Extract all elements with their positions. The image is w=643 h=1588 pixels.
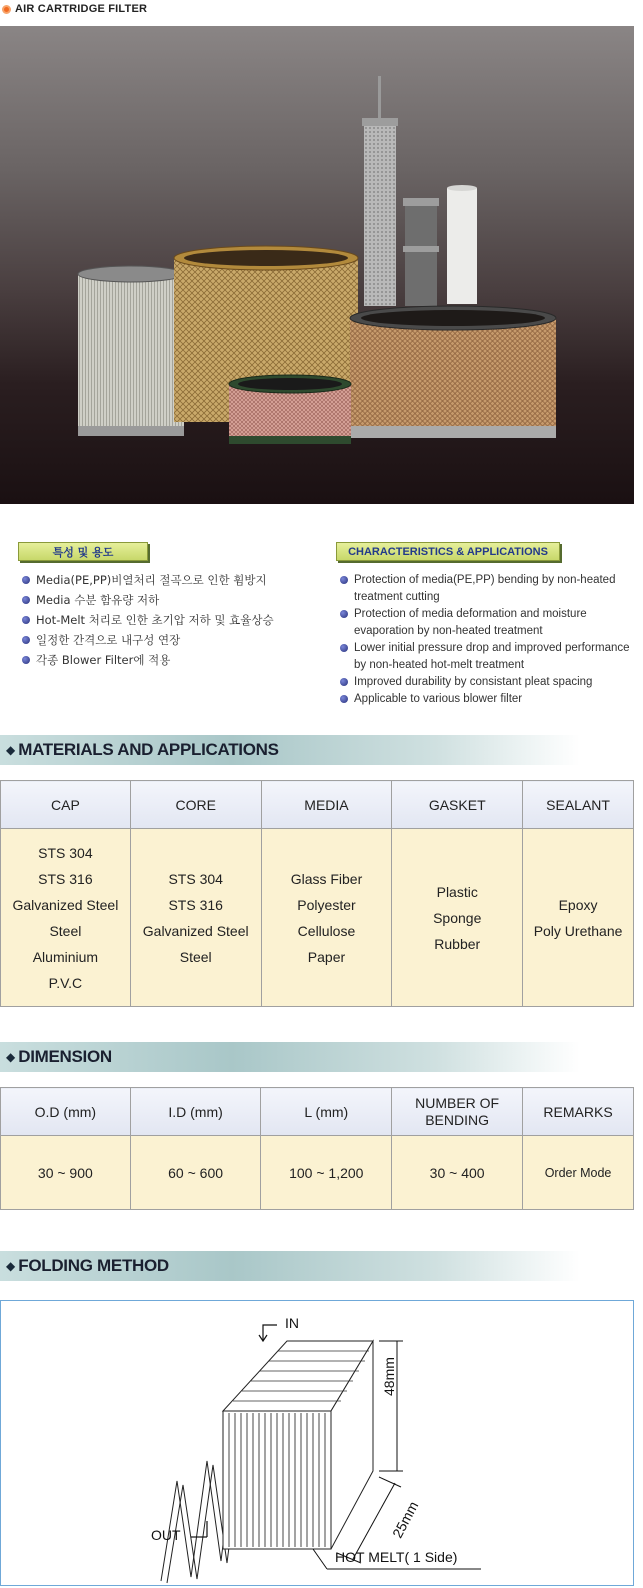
column-header: GASKET bbox=[392, 781, 523, 829]
cell-line: Galvanized Steel bbox=[12, 896, 119, 913]
list-item: Protection of media deformation and moisture evaporation by non-heated treatment bbox=[338, 606, 638, 640]
column-header: SEALANT bbox=[523, 781, 634, 829]
table-cell bbox=[523, 829, 634, 1007]
table-cell: 100 ~ 1,200 bbox=[261, 1136, 392, 1210]
column-header: CAP bbox=[1, 781, 131, 829]
cell-line: Poly Urethane bbox=[533, 922, 623, 939]
folding-heading bbox=[0, 1251, 580, 1281]
list-item: Improved durability by consistant pleat spacing bbox=[338, 674, 638, 691]
page-header bbox=[0, 0, 643, 18]
page-title: AIR CARTRIDGE FILTER bbox=[15, 3, 148, 15]
table-cell bbox=[1, 829, 131, 1007]
column-header: I.D (mm) bbox=[130, 1088, 261, 1136]
section-title: FOLDING METHOD bbox=[18, 1256, 169, 1275]
features-tag-english: CHARACTERISTICS & APPLICATIONS bbox=[336, 542, 560, 561]
table-cell: Order Mode bbox=[523, 1136, 634, 1210]
cell-line: STS 304 bbox=[168, 870, 223, 887]
table-cell: 60 ~ 600 bbox=[130, 1136, 261, 1210]
cell-line: Steel bbox=[179, 948, 212, 965]
list-item: 각종 Blower Filter에 적용 bbox=[20, 652, 320, 669]
column-header: REMARKS bbox=[523, 1088, 634, 1136]
materials-heading bbox=[0, 735, 580, 765]
orange-bullet-icon bbox=[2, 5, 11, 14]
features-list-korean bbox=[20, 572, 320, 672]
features-tag-korean: 특성 및 용도 bbox=[18, 542, 148, 561]
section-title: DIMENSION bbox=[18, 1047, 112, 1066]
cell-line: Rubber bbox=[434, 935, 481, 952]
cell-line: STS 316 bbox=[168, 896, 223, 913]
table-cell: 30 ~ 400 bbox=[392, 1136, 523, 1210]
list-item: Hot-Melt 처리로 인한 초기압 저하 및 효율상승 bbox=[20, 612, 320, 629]
product-photo bbox=[0, 26, 634, 504]
cell-line: Epoxy bbox=[558, 896, 598, 913]
cell-line: Galvanized Steel bbox=[142, 922, 249, 939]
cell-line: Glass Fiber bbox=[290, 870, 363, 887]
column-header: CORE bbox=[130, 781, 261, 829]
cell-line: Aluminium bbox=[32, 948, 99, 965]
list-item: 일정한 간격으로 내구성 연장 bbox=[20, 632, 320, 649]
column-header: L (mm) bbox=[261, 1088, 392, 1136]
cell-line: P.V.C bbox=[48, 974, 83, 991]
column-header: MEDIA bbox=[261, 781, 392, 829]
in-label: IN bbox=[285, 1315, 299, 1331]
diamond-icon: ◆ bbox=[6, 1050, 16, 1064]
hotmelt-label: HOT MELT( 1 Side) bbox=[335, 1549, 458, 1565]
list-item: Protection of media(PE,PP) bending by non-heated treatment cutting bbox=[338, 572, 638, 606]
column-header: O.D (mm) bbox=[1, 1088, 131, 1136]
height-label: 48mm bbox=[381, 1357, 397, 1396]
diamond-icon: ◆ bbox=[6, 1259, 16, 1273]
pleat-diagram bbox=[1, 1301, 635, 1587]
cell-line: Cellulose bbox=[297, 922, 356, 939]
column-header: NUMBER OF BENDING bbox=[392, 1088, 523, 1136]
cell-line: Polyester bbox=[297, 896, 356, 913]
cell-line: STS 304 bbox=[38, 844, 93, 861]
out-label: OUT bbox=[151, 1527, 181, 1543]
diamond-icon: ◆ bbox=[6, 743, 16, 757]
list-item: Media(PE,PP)비열처리 절곡으로 인한 휨방지 bbox=[20, 572, 320, 589]
table-cell bbox=[130, 829, 261, 1007]
list-item: Lower initial pressure drop and improved performance by non-heated hot-melt treatment bbox=[338, 640, 638, 674]
dimension-heading bbox=[0, 1042, 580, 1072]
table-cell bbox=[392, 829, 523, 1007]
cell-line: STS 316 bbox=[38, 870, 93, 887]
cell-line: Steel bbox=[49, 922, 82, 939]
cell-line: Paper bbox=[307, 948, 346, 965]
cell-line: Sponge bbox=[433, 909, 482, 926]
features-list-english bbox=[338, 572, 638, 708]
filters-illustration bbox=[0, 26, 634, 504]
table-cell bbox=[261, 829, 392, 1007]
list-item: Media 수분 함유량 저하 bbox=[20, 592, 320, 609]
depth-label: 25mm bbox=[389, 1498, 422, 1541]
section-title: MATERIALS AND APPLICATIONS bbox=[18, 740, 279, 759]
cell-line: Plastic bbox=[436, 883, 478, 900]
materials-table bbox=[0, 780, 634, 1007]
table-cell: 30 ~ 900 bbox=[1, 1136, 131, 1210]
folding-diagram bbox=[0, 1300, 634, 1586]
dimension-table bbox=[0, 1087, 634, 1210]
list-item: Applicable to various blower filter bbox=[338, 691, 638, 708]
